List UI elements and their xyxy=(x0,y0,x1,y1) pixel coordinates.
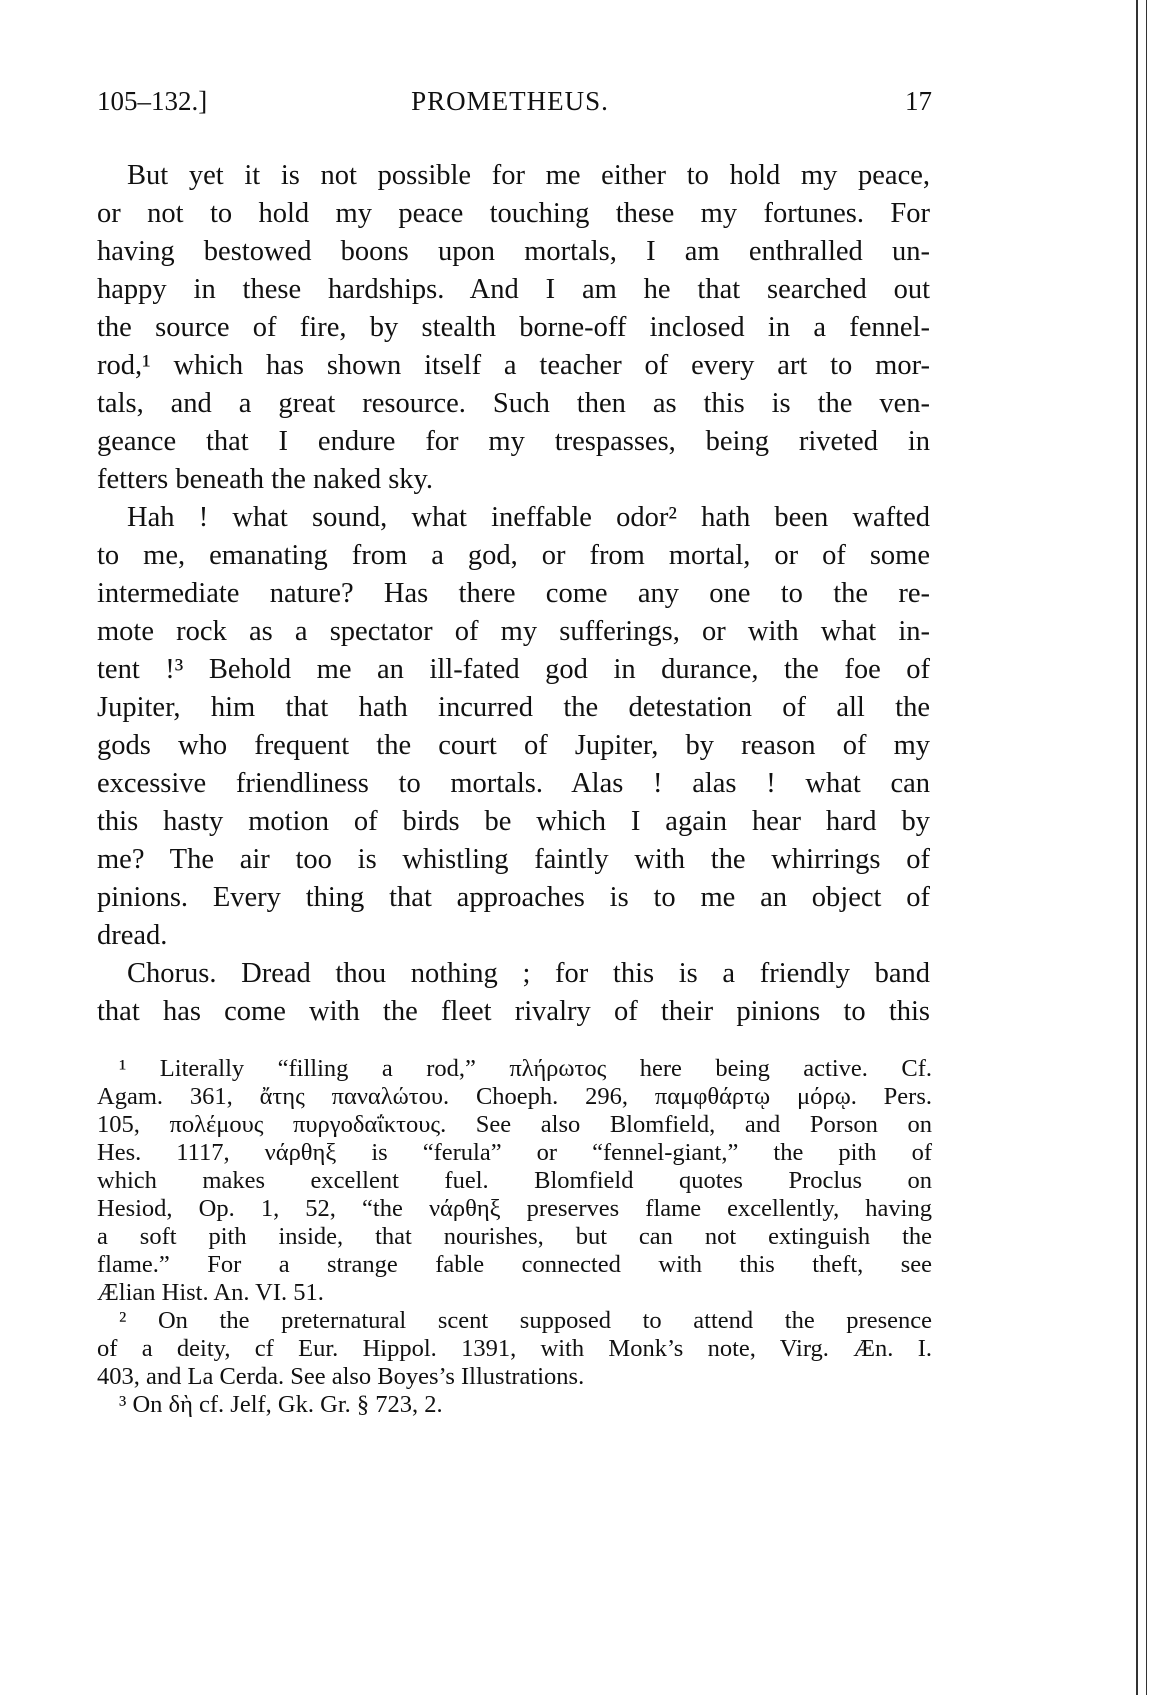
text-line: to me, emanating from a god, or from mortal, or of some xyxy=(97,540,930,571)
footnote-line: 105, πολέμους πυργοδαΐκτους. See also Blomfield, and Porson on xyxy=(97,1111,932,1138)
text-line: intermediate nature? Has there come any one to the re- xyxy=(97,578,930,609)
text-line: tent !³ Behold me an ill-fated god in durance, the foe of xyxy=(97,654,930,685)
footnote-line: Hes. 1117, νάρθηξ is “ferula” or “fennel-giant,” the pith of xyxy=(97,1139,932,1166)
text-line: or not to hold my peace touching these my fortunes. For xyxy=(97,198,930,229)
text-line: But yet it is not possible for me either to hold my peace, xyxy=(127,160,930,191)
text-line: Chorus. Dread thou nothing ; for this is a friendly band xyxy=(127,958,930,989)
footnote-line: of a deity, cf Eur. Hippol. 1391, with Monk’s note, Virg. Æn. I. xyxy=(97,1335,932,1362)
text-line: fetters beneath the naked sky. xyxy=(97,464,434,495)
text-line: having bestowed boons upon mortals, I am enthralled un- xyxy=(97,236,930,267)
text-line: that has come with the fleet rivalry of their pinions to this xyxy=(97,996,930,1027)
footnote-line: 403, and La Cerda. See also Boyes’s Illustrations. xyxy=(97,1363,585,1390)
footnote-line: a soft pith inside, that nourishes, but can not extinguish the xyxy=(97,1223,932,1250)
footnote-line: flame.” For a strange fable connected with this theft, see xyxy=(97,1251,932,1278)
text-line: tals, and a great resource. Such then as this is the ven- xyxy=(97,388,930,419)
text-line: happy in these hardships. And I am he that searched out xyxy=(97,274,930,305)
running-head-line-range: 105–132.] xyxy=(97,86,208,116)
footnote-line: which makes excellent fuel. Blomfield quotes Proclus on xyxy=(97,1167,932,1194)
text-line: pinions. Every thing that approaches is to me an object of xyxy=(97,882,930,913)
footnote-line: ¹ Literally “filling a rod,” πλήρωτος here being active. Cf. xyxy=(119,1055,932,1082)
page-edge-line xyxy=(1136,0,1138,1695)
text-line: geance that I endure for my trespasses, being riveted in xyxy=(97,426,930,457)
body-text xyxy=(97,157,930,1031)
footnote-line: Ælian Hist. An. VI. 51. xyxy=(97,1279,324,1306)
footnote-line: ² On the preternatural scent supposed to attend the presence xyxy=(119,1307,932,1334)
text-line: excessive friendliness to mortals. Alas ! alas ! what can xyxy=(97,768,930,799)
text-line: dread. xyxy=(97,920,168,951)
page-number: 17 xyxy=(905,86,932,116)
text-line: rod,¹ which has shown itself a teacher of every art to mor- xyxy=(97,350,930,381)
footnote-line: Hesiod, Op. 1, 52, “the νάρθηξ preserves flame excellently, having xyxy=(97,1195,932,1222)
text-line: mote rock as a spectator of my sufferings, or with what in- xyxy=(97,616,930,647)
text-line: Jupiter, him that hath incurred the detestation of all the xyxy=(97,692,930,723)
text-line: gods who frequent the court of Jupiter, by reason of my xyxy=(97,730,930,761)
footnote-line: ³ On δὴ cf. Jelf, Gk. Gr. § 723, 2. xyxy=(119,1391,443,1418)
text-line: the source of fire, by stealth borne-off inclosed in a fennel- xyxy=(97,312,930,343)
running-head-title: PROMETHEUS. xyxy=(411,86,609,116)
page-edge-line xyxy=(1146,0,1147,1695)
text-line: Hah ! what sound, what ineffable odor² hath been wafted xyxy=(127,502,930,533)
footnotes xyxy=(97,1055,932,1419)
text-line: me? The air too is whistling faintly with the whirrings of xyxy=(97,844,930,875)
text-line: this hasty motion of birds be which I again hear hard by xyxy=(97,806,930,837)
footnote-line: Agam. 361, ἄτης παναλώτου. Choeph. 296, παμφθάρτῳ μόρῳ. Pers. xyxy=(97,1083,932,1110)
